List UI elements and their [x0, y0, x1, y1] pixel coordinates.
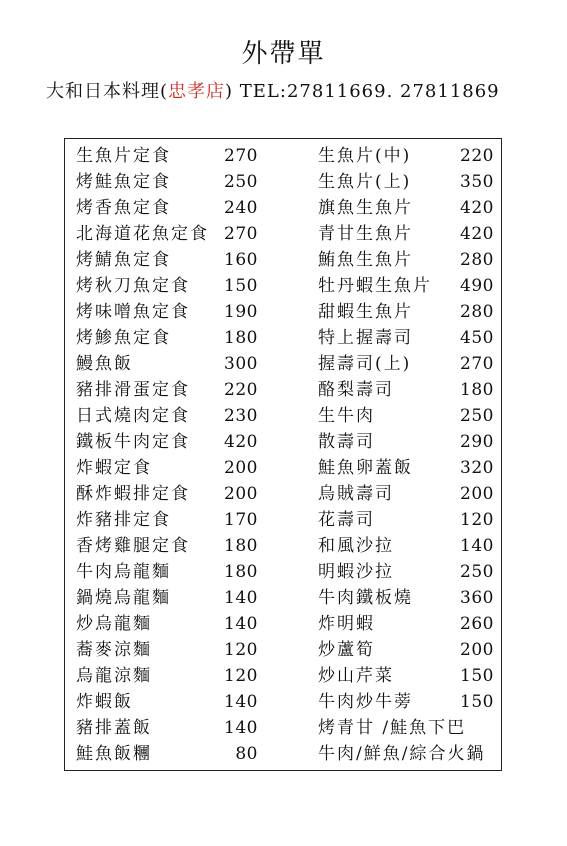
menu-item: [318, 715, 494, 741]
menu-item: [318, 325, 494, 351]
menu-item-name: 烏賊壽司: [318, 484, 394, 504]
menu-item: [318, 195, 494, 221]
menu-item: [318, 507, 494, 533]
menu-item-name: 鮪魚生魚片: [318, 250, 413, 270]
menu-item-name: 和風沙拉: [318, 536, 394, 556]
menu-item: [76, 351, 258, 377]
menu-item-price: 250: [460, 562, 494, 582]
menu-item: [76, 585, 258, 611]
menu-item: [76, 455, 258, 481]
menu-item: [76, 689, 258, 715]
menu-item-price: 180: [224, 328, 258, 348]
menu-item: [76, 299, 258, 325]
menu-item-price: 180: [224, 562, 258, 582]
menu-item-name: 豬排蓋飯: [76, 718, 152, 738]
menu-item-name: 旗魚生魚片: [318, 198, 413, 218]
menu-item: [318, 247, 494, 273]
menu-item-price: 180: [460, 380, 494, 400]
menu-item-name: 鮭魚卵蓋飯: [318, 458, 413, 478]
menu-item-price: 320: [460, 458, 494, 478]
menu-item: [76, 715, 258, 741]
menu-item: [76, 169, 258, 195]
menu-item-name: 烤秋刀魚定食: [76, 276, 190, 296]
menu-item-name: 牛肉/鮮魚/綜合火鍋: [318, 744, 486, 764]
menu-item: [318, 663, 494, 689]
menu-item: [76, 325, 258, 351]
menu-column-left: [76, 143, 258, 767]
menu-item-price: 120: [460, 510, 494, 530]
menu-item-price: 180: [224, 536, 258, 556]
menu-item-price: 170: [224, 510, 258, 530]
menu-item: [76, 377, 258, 403]
menu-item-name: 生魚片(中): [318, 146, 412, 166]
menu-item-name: 豬排滑蛋定食: [76, 380, 190, 400]
menu-box: [64, 138, 502, 771]
menu-item: [76, 533, 258, 559]
menu-item-price: 200: [460, 640, 494, 660]
menu-item: [318, 429, 494, 455]
menu-item-price: 360: [460, 588, 494, 608]
menu-item-name: 炸蝦定食: [76, 458, 152, 478]
restaurant-info: [46, 80, 500, 104]
menu-column-right: [318, 143, 494, 767]
menu-item-name: 酪梨壽司: [318, 380, 394, 400]
menu-item-price: 260: [460, 614, 494, 634]
menu-item: [76, 663, 258, 689]
menu-item-name: 牡丹蝦生魚片: [318, 276, 432, 296]
menu-item-price: 280: [460, 302, 494, 322]
menu-item-name: 牛肉炒牛蒡: [318, 692, 413, 712]
menu-item-price: 190: [224, 302, 258, 322]
menu-item: [318, 741, 494, 767]
menu-item-price: 140: [224, 692, 258, 712]
menu-item-name: 炸豬排定食: [76, 510, 171, 530]
menu-item-price: 140: [460, 536, 494, 556]
menu-item-name: 特上握壽司: [318, 328, 413, 348]
menu-item-name: 香烤雞腿定食: [76, 536, 190, 556]
menu-item-name: 鰻魚飯: [76, 354, 133, 374]
menu-item: [318, 611, 494, 637]
page-title: 外帶單: [241, 39, 326, 69]
menu-item-price: 220: [460, 146, 494, 166]
menu-item-name: 明蝦沙拉: [318, 562, 394, 582]
menu-item-price: 200: [460, 484, 494, 504]
menu-item-name: 生魚片定食: [76, 146, 171, 166]
menu-item-price: 230: [224, 406, 258, 426]
menu-item-name: 蕎麥涼麵: [76, 640, 152, 660]
menu-item: [318, 403, 494, 429]
menu-item-price: 270: [460, 354, 494, 374]
menu-item: [76, 273, 258, 299]
menu-item-price: 490: [460, 276, 494, 296]
menu-item-name: 烤味噌魚定食: [76, 302, 190, 322]
menu-item-name: 握壽司(上): [318, 354, 412, 374]
menu-item: [76, 403, 258, 429]
menu-item: [318, 481, 494, 507]
menu-item-price: 290: [460, 432, 494, 452]
menu-item-name: 炒蘆筍: [318, 640, 375, 660]
menu-item-name: 生牛肉: [318, 406, 375, 426]
menu-item-price: 150: [460, 666, 494, 686]
menu-item: [76, 481, 258, 507]
menu-item-price: 120: [224, 666, 258, 686]
menu-item-name: 日式燒肉定食: [76, 406, 190, 426]
menu-item: [318, 169, 494, 195]
menu-item-price: 420: [460, 198, 494, 218]
menu-item-name: 炸蝦飯: [76, 692, 133, 712]
menu-item: [76, 429, 258, 455]
menu-item-price: 220: [224, 380, 258, 400]
menu-item-name: 青甘生魚片: [318, 224, 413, 244]
menu-item-name: 酥炸蝦排定食: [76, 484, 190, 504]
menu-item-price: 250: [224, 172, 258, 192]
menu-item-price: 140: [224, 614, 258, 634]
menu-item: [76, 195, 258, 221]
menu-item: [76, 507, 258, 533]
menu-item: [318, 689, 494, 715]
menu-item-price: 80: [235, 744, 258, 764]
menu-item: [318, 143, 494, 169]
menu-item-name: 烤鯵魚定食: [76, 328, 171, 348]
menu-item-name: 烏龍涼麵: [76, 666, 152, 686]
menu-item-name: 鐵板牛肉定食: [76, 432, 190, 452]
menu-item-name: 炒烏龍麵: [76, 614, 152, 634]
menu-item: [318, 559, 494, 585]
menu-item-name: 鮭魚飯糰: [76, 744, 152, 764]
menu-item-price: 200: [224, 458, 258, 478]
menu-item-name: 花壽司: [318, 510, 375, 530]
menu-item: [318, 585, 494, 611]
menu-item-price: 270: [224, 224, 258, 244]
branch-name: 忠孝店: [168, 81, 226, 102]
menu-item: [76, 611, 258, 637]
menu-item: [318, 455, 494, 481]
menu-item: [318, 351, 494, 377]
menu-item-price: 420: [460, 224, 494, 244]
restaurant-name-close: ): [225, 81, 234, 102]
restaurant-name: 大和日本料理(: [46, 81, 169, 102]
menu-item: [76, 741, 258, 767]
menu-item: [318, 273, 494, 299]
menu-item-price: 350: [460, 172, 494, 192]
menu-item-price: 250: [460, 406, 494, 426]
menu-item: [76, 559, 258, 585]
menu-item: [318, 533, 494, 559]
menu-item-price: 300: [224, 354, 258, 374]
menu-item-name: 散壽司: [318, 432, 375, 452]
menu-item-name: 生魚片(上): [318, 172, 412, 192]
menu-item: [76, 247, 258, 273]
menu-item-name: 烤鯖魚定食: [76, 250, 171, 270]
menu-item-price: 280: [460, 250, 494, 270]
menu-item-name: 炸明蝦: [318, 614, 375, 634]
menu-item: [76, 143, 258, 169]
menu-item-price: 120: [224, 640, 258, 660]
menu-item-name: 牛肉鐵板燒: [318, 588, 413, 608]
menu-item-price: 160: [224, 250, 258, 270]
menu-item-price: 200: [224, 484, 258, 504]
menu-item-price: 140: [224, 588, 258, 608]
menu-item-name: 烤青甘 /鮭魚下巴: [318, 718, 467, 738]
menu-item: [76, 637, 258, 663]
menu-item-name: 北海道花魚定食: [76, 224, 209, 244]
menu-item-name: 烤鮭魚定食: [76, 172, 171, 192]
menu-item-name: 烤香魚定食: [76, 198, 171, 218]
menu-item: [318, 637, 494, 663]
menu-item-price: 150: [224, 276, 258, 296]
menu-item-price: 450: [460, 328, 494, 348]
menu-item-name: 甜蝦生魚片: [318, 302, 413, 322]
menu-item-name: 炒山芹菜: [318, 666, 394, 686]
menu-item-name: 鍋燒烏龍麵: [76, 588, 171, 608]
menu-item-price: 270: [224, 146, 258, 166]
menu-item: [318, 221, 494, 247]
phone-numbers: TEL:27811669. 27811869: [233, 81, 500, 102]
menu-item-price: 140: [224, 718, 258, 738]
menu-item-price: 420: [224, 432, 258, 452]
menu-item: [318, 299, 494, 325]
menu-item-price: 150: [460, 692, 494, 712]
menu-item-name: 牛肉烏龍麵: [76, 562, 171, 582]
menu-item-price: 240: [224, 198, 258, 218]
menu-item: [76, 221, 258, 247]
menu-item: [318, 377, 494, 403]
